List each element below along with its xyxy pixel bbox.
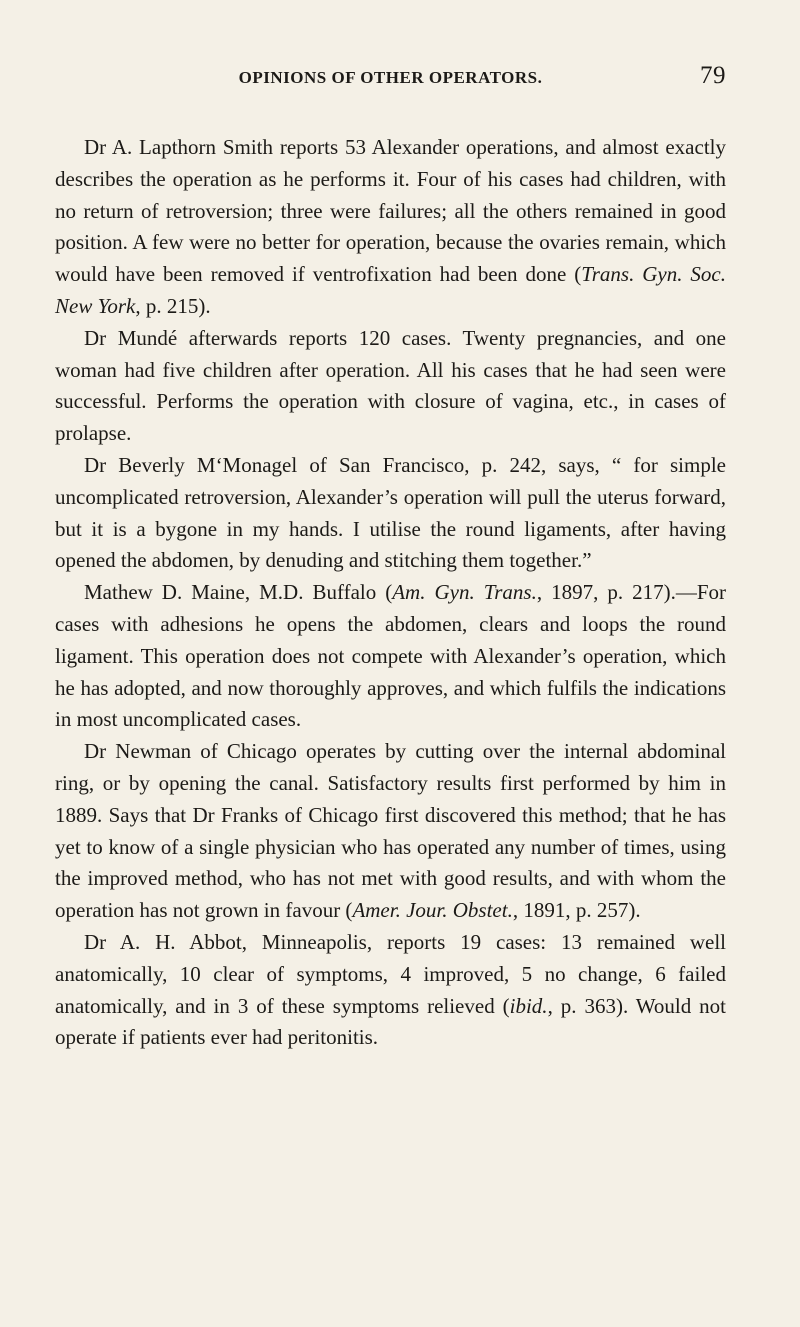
citation-title: Am. Gyn. Trans.	[392, 580, 537, 605]
citation-title: ibid.	[509, 993, 548, 1018]
text-run: Dr Mundé afterwards reports 120 cases. Twenty pregnancies, and one woman had five children after operation. All his cases that he had seen were successful. Performs the operation with closure of vagina, etc., in cases of prolapse.	[55, 325, 726, 446]
text-run: Dr A. H. Abbot, Minneapolis, reports 19 cases: 13 remained well anatomically, 10 clear of symptoms, 4 improved, 5 no change, 6 failed anatomically, and in 3 of these symptoms relieved (	[55, 929, 726, 1018]
text-run: Dr Newman of Chicago operates by cutting over the internal abdominal ring, or by opening the canal. Satisfactory results first performed by him in 1889. Says that Dr Franks of Chicago first discovered this method; that he has yet to know of a single physician who has operated any number of times, using the improved method, who has not met with good results, and with whom the operation has not grown in favour (	[55, 739, 726, 923]
text-run: , 1897, p. 217).—For cases with adhesions he opens the abdomen, clears and loops the round ligament. This operation does not compete with Alexander’s operation, which he has adopted, and now thoroughly approves, and which fulfils the indications in most uncomplicated cases.	[55, 580, 726, 732]
text-run: Dr Beverly M‘Monagel of San Francisco, p. 242, says, “ for simple uncomplicated retroversion, Alexander’s operation will pull the uterus forward, but it is a bygone in my hands. I utilise the round ligaments, after having opened the abdomen, by denuding and stitching them together.”	[55, 452, 726, 573]
paragraph	[55, 323, 726, 450]
text-run: Mathew D. Maine, M.D. Buffalo (	[84, 580, 393, 605]
body-text	[55, 132, 726, 1054]
book-page	[55, 62, 726, 1054]
running-head: OPINIONS OF OTHER OPERATORS.	[238, 68, 543, 87]
paragraph	[55, 450, 726, 577]
citation-title: Trans. Gyn. Soc. New York	[55, 262, 726, 318]
paragraph	[55, 132, 726, 323]
text-run: , p. 363). Would not operate if patients ever had peritonitis.	[55, 993, 726, 1050]
text-run: , p. 215).	[135, 293, 211, 318]
text-run: , 1891, p. 257).	[512, 898, 641, 923]
page-header	[55, 62, 726, 92]
paragraph	[55, 577, 726, 736]
paragraph	[55, 736, 726, 927]
paragraph	[55, 927, 726, 1054]
page-number: 79	[700, 62, 726, 89]
citation-title: Amer. Jour. Obstet.	[352, 898, 513, 923]
text-run: Dr A. Lapthorn Smith reports 53 Alexander operations, and almost exactly describes the operation as he performs it. Four of his cases had children, with no return of retroversion; three were failures; all the others remained in good position. A few were no better for operation, because the ovaries remain, which would have been removed if ventrofixation had been done (	[55, 135, 726, 287]
